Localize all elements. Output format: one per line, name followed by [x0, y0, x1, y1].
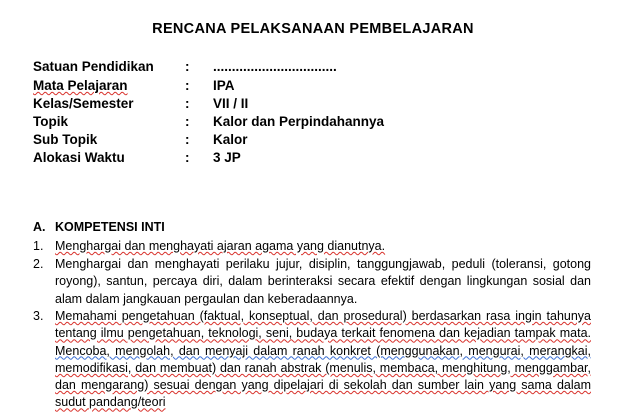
- info-value: 3 JP: [213, 150, 241, 165]
- info-colon: :: [185, 96, 190, 111]
- section-heading-kompetensi-inti: [33, 220, 165, 234]
- info-row-mata-pelajaran: [33, 77, 235, 95]
- info-label: Satuan Pendidikan: [33, 59, 154, 74]
- list-line: tentang ilmu pengetahuan, teknologi, seni, budaya terkait fenomena dan kejadian tampak mata.: [55, 326, 591, 341]
- info-value: IPA: [213, 78, 235, 93]
- info-value: .................................: [213, 59, 337, 74]
- document-title: RENCANA PELAKSANAAN PEMBELAJARAN: [152, 21, 474, 37]
- info-colon: :: [185, 150, 190, 165]
- list-line: Memahami pengetahuan (faktual, konseptual, dan prosedural) berdasarkan rasa ingin tahunya: [55, 309, 591, 323]
- info-label: Kelas/Semester: [33, 96, 134, 111]
- list-line: alam dalam jangkauan pergaulan dan keberadaannya.: [55, 291, 358, 306]
- list-line: sudut pandang/teori: [55, 395, 166, 410]
- info-label: Alokasi Waktu: [33, 150, 125, 165]
- info-value: VII / II: [213, 96, 249, 111]
- list-number: 2.: [33, 257, 44, 271]
- section-title: KOMPETENSI INTI: [55, 220, 165, 234]
- info-colon: :: [185, 132, 190, 147]
- info-row-kelas-semester: [33, 95, 248, 113]
- info-value: Kalor dan Perpindahannya: [213, 114, 385, 129]
- info-label: Mata Pelajaran: [33, 78, 128, 93]
- info-value: Kalor: [213, 132, 248, 147]
- list-number: 3.: [33, 309, 44, 323]
- info-label: Sub Topik: [33, 132, 98, 147]
- list-line: royong), santun, percaya diri, dalam berinteraksi secara efektif dengan lingkungan sosial dan: [55, 274, 591, 289]
- section-letter: A.: [33, 220, 46, 234]
- list-line: memodifikasi, dan membuat) dan ranah abstrak (menulis, membaca, menghitung, menggambar,: [55, 360, 591, 375]
- list-line: Menghargai dan menghayati perilaku jujur, disiplin, tanggungjawab, peduli (toleransi, gotong: [55, 257, 591, 271]
- list-line: Mencoba, mengolah, dan menyaji dalam ranah konkret (menggunakan, mengurai, merangkai,: [55, 343, 591, 358]
- info-row-topik: [33, 113, 384, 131]
- info-label: Topik: [33, 114, 68, 129]
- info-row-sub-topik: [33, 131, 248, 149]
- info-colon: :: [185, 114, 190, 129]
- info-colon: :: [185, 78, 190, 93]
- list-number: 1.: [33, 239, 44, 253]
- info-row-alokasi-waktu: [33, 149, 241, 167]
- list-line: dan mengarang) sesuai dengan yang dipelajari di sekolah dan sumber lain yang sama dalam: [55, 378, 591, 393]
- list-line: Menghargai dan menghayati ajaran agama yang dianutnya.: [55, 239, 386, 253]
- info-row-satuan-pendidikan: [33, 58, 337, 76]
- info-colon: :: [185, 59, 190, 74]
